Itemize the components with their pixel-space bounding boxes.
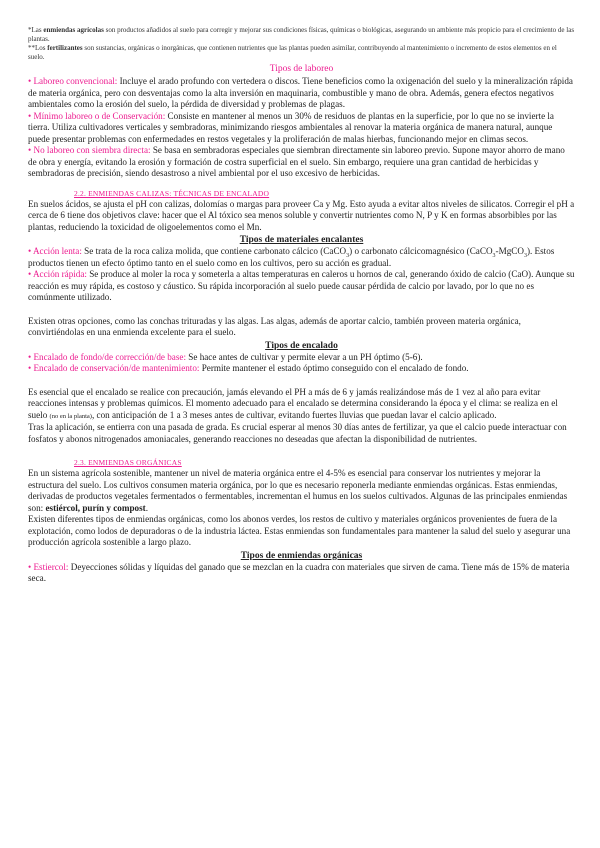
laboreo-item-minimo (28, 111, 575, 146)
encalado-aplicacion: Tras la aplicación, se entierra con una pasada de grada. Es crucial esperar al menos 30 días antes de fertilizar, ya que el calcio puede interactuar con fosfatos y abonos nitrogenados amoniacales, generando reacciones no deseadas que afectan la disponibilidad de nutrientes. (28, 422, 567, 444)
paragraph-text: Es esencial que el encalado se realice con precaución, jamás elevando el PH a más de 6 y jamás realizándose más de 1 vez al año para evitar reacciones intensas y problemas químicos. El momento adecuado para el encalado se determina considerando la época y el clima: se realiza en el suelo (28, 386, 558, 420)
organica-estiercol (28, 562, 575, 585)
encalado-conservacion (28, 363, 575, 375)
footnote-term: enmiendas agrícolas (43, 26, 104, 34)
paragraph-text: . (145, 502, 148, 513)
small-note: (no en la planta) (49, 412, 92, 420)
item-text: Se produce al moler la roca y someterla a altas temperaturas en caleros u hornos de cal, generando óxido de calcio (CaO). Aunque su reacción es muy rápida, es costoso y cáustico. Su rápida incorporación al suelo puede causar pérdida de calcio por lavado, por lo que no es comúnmente utilizado. (28, 269, 575, 302)
item-label: • Acción rápida: (28, 269, 87, 279)
encalado-intro: En suelos ácidos, se ajusta el pH con calizas, dolomías o margas para proveer Ca y Mg. Esto ayuda a evitar altos niveles de silicatos. Corregir el pH a cerca de 6 tiene dos objetivos clave: hacer que el Al tóxico sea menos soluble y convertir nutrientes como N, P y K en formas absorbibles por las plantas, reduciendo la toxicidad de oligoelementos como el Mn. (28, 198, 575, 232)
footnote-text: son sustancias, orgánicas o inorgánicas, que contienen nutrientes que las plantas pueden asimilar, contribuyendo al mantenimiento o incremento de estos elementos en el suelo. (28, 44, 557, 61)
encalado-fondo (28, 352, 575, 364)
item-text: ) o carbonato cálcicomagnésico (CaCO (349, 246, 493, 256)
item-text: ). Estos productos tienen un efecto óptimo tanto en el suelo como en los cultivos, pero su acción es gradual. (28, 246, 555, 268)
footnote-enmiendas (28, 26, 575, 44)
subscript: 3 (346, 252, 350, 259)
subscript: 3 (492, 252, 496, 259)
paragraph-text: , con anticipación de 1 a 3 meses antes de cultivar, evitando fuertes lluvias que puedan lavar el calcio aplicado. (91, 409, 497, 420)
item-label: • Laboreo convencional: (28, 76, 118, 86)
footnote-mark: ** (28, 44, 35, 52)
footnote-fertilizantes (28, 44, 575, 62)
item-label: • Encalado de conservación/de mantenimiento: (28, 363, 200, 373)
heading-tipos-enmiendas-organicas: Tipos de enmiendas orgánicas (240, 550, 363, 561)
item-label: • Mínimo laboreo o de Conservación: (28, 110, 166, 121)
organicas-intro (28, 468, 575, 514)
footnote-text: Los (35, 44, 48, 52)
item-text: Consiste en mantener al menos un 30% de residuos de plantas en la superficie, por lo que no se invierte la tierra. Utiliza cultivadores verticales y sembradoras, minimizando riesgos ambientales al renovar la materia orgánica de manera natural, aunque puede presentar problemas con enfermedades en restos vegetales y la proliferación de malas hierbas, funcionando mejor en climas secos. (28, 110, 554, 144)
heading-materiales-encalantes: Tipos de materiales encalantes (239, 235, 364, 245)
subscript: 3 (523, 252, 527, 259)
item-text: Permite mantener el estado óptimo conseguido con el encalado de fondo. (199, 363, 469, 373)
item-text: Deyecciones sólidas y líquidas del ganado que se mezclan en la cuadra con materiales que sirven de cama. Tiene más de 15% de materia seca. (28, 561, 570, 583)
footnote-term: fertilizantes (47, 44, 83, 52)
heading-tipos-laboreo: Tipos de laboreo (269, 64, 334, 74)
item-text: Incluye el arado profundo con vertedera o discos. Tiene beneficios como la oxigenación del suelo y la mineralización rápida de materia orgánica, pero con desventajas como la alta inversión en maquinaria, combustible y mano de obra. Además, genera efectos negativos ambientales como la erosión del suelo, la pérdida de diversidad y problemas de plagas. (28, 76, 573, 109)
item-label: • Acción lenta: (28, 246, 82, 256)
encalado-otras-opciones: Existen otras opciones, como las conchas trituradas y las algas. Las algas, además de aportar calcio, también proveen materia orgánica, convirtiéndolas en una enmienda excelente para el suelo. (28, 315, 521, 337)
section-title-enmiendas-organicas: 2.3. ENMIENDAS ORGÁNICAS (74, 458, 182, 467)
item-text: Se hace antes de cultivar y permite elevar a un PH óptimo (5-6). (186, 351, 423, 362)
footnote-text: Las (31, 26, 44, 34)
laboreo-item-no-laboreo (28, 145, 575, 180)
item-label: • Encalado de fondo/de corrección/de base: (28, 351, 186, 362)
item-label: • Estiercol: (28, 561, 69, 572)
item-label: • No laboreo con siembra directa: (28, 145, 151, 155)
footnote-mark: * (28, 26, 32, 34)
item-text: -MgCO (495, 246, 524, 256)
item-text: Se trata de la roca caliza molida, que contiene carbonato cálcico (CaCO (81, 246, 347, 256)
encalado-precaucion (28, 387, 575, 423)
paragraph-text: En un sistema agrícola sostenible, mantener un nivel de materia orgánica entre el 4-5% es esencial para conservar los nutrientes y mejorar la estructura del suelo. Los cultivos consumen materia orgánica, por lo que es necesario reponerla mediante enmiendas orgánicas. Estas enmiendas, derivadas de productos vegetales fermentados o fermentables, incrementan el humus en los suelos cultivados. Algunas de las principales enmiendas son: (28, 468, 568, 513)
section-title-enmiendas-calizas: 2.2. ENMIENDAS CALIZAS: TÉCNICAS DE ENCALADO (74, 188, 270, 198)
footnote-text: son productos añadidos al suelo para corregir y mejorar sus condiciones físicas, químicas o biológicas, asegurando un ambiente más propicio para el crecimiento de las plantas. (28, 26, 575, 43)
item-text: Se basa en sembradoras especiales que siembran directamente sin laboreo previo. Supone mayor ahorro de mano de obra y energía, evitando la erosión y formación de costra superficial en el suelo. Sin embargo, requiere una gran cantidad de herbicidas y sembradoras de precisión, siendo desastroso a nivel ambiental por el uso excesivo de herbicidas. (28, 145, 565, 178)
bold-term: estiércol, purín y compost (45, 502, 146, 513)
heading-tipos-encalado: Tipos de encalado (265, 340, 338, 351)
material-accion-lenta (28, 246, 575, 269)
organicas-tipos-texto: Existen diferentes tipos de enmiendas orgánicas, como los abonos verdes, los restos de cultivo y materiales orgánicos provenientes de fuera de la explotación, como lodos de depuradoras o de la industria láctea. Estas enmiendas son fundamentales para mantener la salud del suelo y asegurar una producción agrícola sostenible a largo plazo. (28, 514, 571, 547)
laboreo-item-convencional (28, 76, 575, 111)
material-accion-rapida (28, 269, 575, 304)
